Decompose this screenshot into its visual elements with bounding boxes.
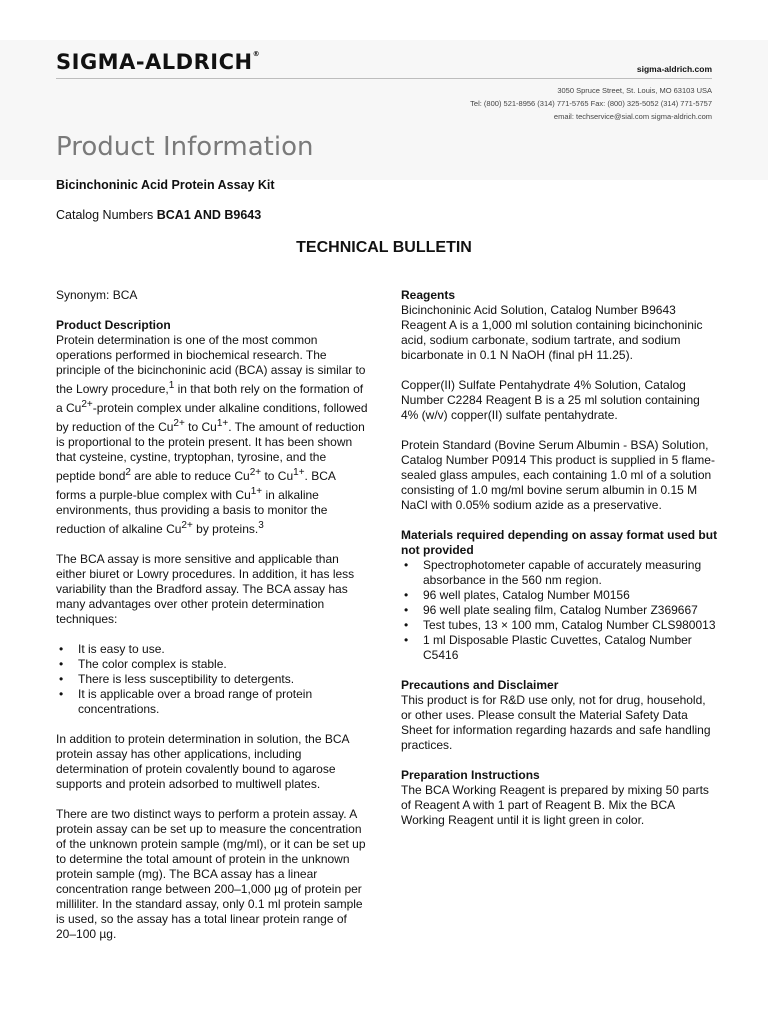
- list-item: • 96 well plates, Catalog Number M0156: [401, 588, 719, 603]
- precautions-text: This product is for R&D use only, not for drug, household, or other uses. Please consult the Material Safety Data Sheet for information regarding hazards and safe handling practices.: [401, 693, 711, 752]
- catalog-values: BCA1 AND B9643: [156, 208, 262, 222]
- synonym: Synonym: BCA: [56, 288, 138, 302]
- registered-mark: ®: [252, 50, 261, 58]
- logo-text: SIGMA-ALDRICH: [56, 50, 253, 74]
- catalog-prefix: Catalog Numbers: [56, 208, 157, 222]
- technical-bulletin-heading: TECHNICAL BULLETIN: [296, 239, 472, 256]
- list-item: • Spectrophotometer capable of accurately measuring absorbance in the 560 nm region.: [401, 558, 719, 588]
- contact-block: [470, 84, 712, 123]
- reagents-heading: Reagents: [401, 288, 456, 302]
- list-item: • It is applicable over a broad range of protein concentrations.: [56, 687, 368, 717]
- precautions-heading: Precautions and Disclaimer: [401, 678, 559, 692]
- list-item: • 96 well plate sealing film, Catalog Number Z369667: [401, 603, 719, 618]
- description-paragraph-1: Protein determination is one of the most common operations performed in biochemical research. The principle of the bicinchoninic acid (BCA) assay is similar to the Lowry procedure,$^1$ in that both rely on the formation of a $Cu^{2+}$-protein complex under alkaline conditions, followed by reduction of the $Cu^{2+}$ to $Cu^{1+}$. The amount of reduction is proportional to the protein present. It has been shown that cysteine, cystine, tryptophan, tyrosine, and the peptide bond$^2$ are able to reduce $Cu^{2+}$ to $Cu^{1+}$. BCA forms a purple-blue complex with $Cu^{1+}$ in alkaline environments, thus providing a basis to monitor the reduction of alkaline $Cu^{2+}$ by proteins.$^3$: [56, 333, 368, 536]
- materials-heading: Materials required depending on assay format used but not provided: [401, 528, 718, 557]
- description-paragraph-4: There are two distinct ways to perform a protein assay. A protein assay can be set up to measure the concentration of the unknown protein sample (mg/ml), or it can be set up to determine the total amount of protein in the unknown protein sample (mg). The BCA assay has a linear concentration range between 200–1,000 µg of protein per milliliter. In the standard assay, only 0.1 ml protein sample is used, so the assay has a total linear protein range of 20–100 µg.: [56, 807, 366, 941]
- list-item: • The color complex is stable.: [56, 657, 368, 672]
- list-item: • Test tubes, 13 × 100 mm, Catalog Number CLS980013: [401, 618, 719, 633]
- reagent-b: Copper(II) Sulfate Pentahydrate 4% Solution, Catalog Number C2284 Reagent B is a 25 ml solution containing 4% (w/v) copper(II) sulfate pentahydrate.: [401, 378, 700, 422]
- kit-name: Bicinchoninic Acid Protein Assay Kit: [56, 178, 275, 192]
- description-paragraph-2: The BCA assay is more sensitive and applicable than either biuret or Lowry procedures. In addition, it has less variability than the Bradford assay. The BCA assay has many advantages over other protein determination techniques:: [56, 552, 355, 626]
- catalog-numbers: [56, 208, 261, 222]
- description-paragraph-3: In addition to protein determination in solution, the BCA protein assay has other applications, including determination of protein covalently bound to agarose supports and protein adsorbed to multiwell plates.: [56, 732, 349, 791]
- site-url[interactable]: sigma-aldrich.com: [636, 64, 712, 74]
- product-information-title: Product Information: [56, 132, 314, 162]
- materials-list: [401, 558, 719, 663]
- address-line: 3050 Spruce Street, St. Louis, MO 63103 USA: [557, 86, 712, 95]
- advantages-list: [56, 642, 368, 717]
- left-column: [56, 288, 368, 942]
- preparation-text: The BCA Working Reagent is prepared by mixing 50 parts of Reagent A with 1 part of Reagent B. Mix the BCA Working Reagent until it is light green in color.: [401, 783, 709, 827]
- protein-standard: Protein Standard (Bovine Serum Albumin - BSA) Solution, Catalog Number P0914 This product is supplied in 5 flame-sealed glass ampules, each containing 1.0 ml of a solution consisting of 1.0 mg/ml bovine serum albumin in 0.15 M NaCl with 0.05% sodium azide as a preservative.: [401, 438, 715, 512]
- list-item: • It is easy to use.: [56, 642, 368, 657]
- right-column: [401, 288, 719, 828]
- reagent-a: Bicinchoninic Acid Solution, Catalog Number B9643 Reagent A is a 1,000 ml solution containing bicinchoninic acid, sodium carbonate, sodium tartrate, and sodium bicarbonate in 0.1 N NaOH (final pH 11.25).: [401, 303, 703, 362]
- email-line[interactable]: email: techservice@sial.com sigma-aldrich.com: [553, 112, 712, 121]
- list-item: • 1 ml Disposable Plastic Cuvettes, Catalog Number C5416: [401, 633, 719, 663]
- preparation-heading: Preparation Instructions: [401, 768, 540, 782]
- header-rule: [56, 78, 712, 79]
- product-description-heading: Product Description: [56, 318, 171, 332]
- sigma-aldrich-logo: [56, 50, 260, 74]
- phone-line: Tel: (800) 521-8956 (314) 771-5765 Fax: (800) 325-5052 (314) 771-5757: [470, 99, 712, 108]
- list-item: • There is less susceptibility to detergents.: [56, 672, 368, 687]
